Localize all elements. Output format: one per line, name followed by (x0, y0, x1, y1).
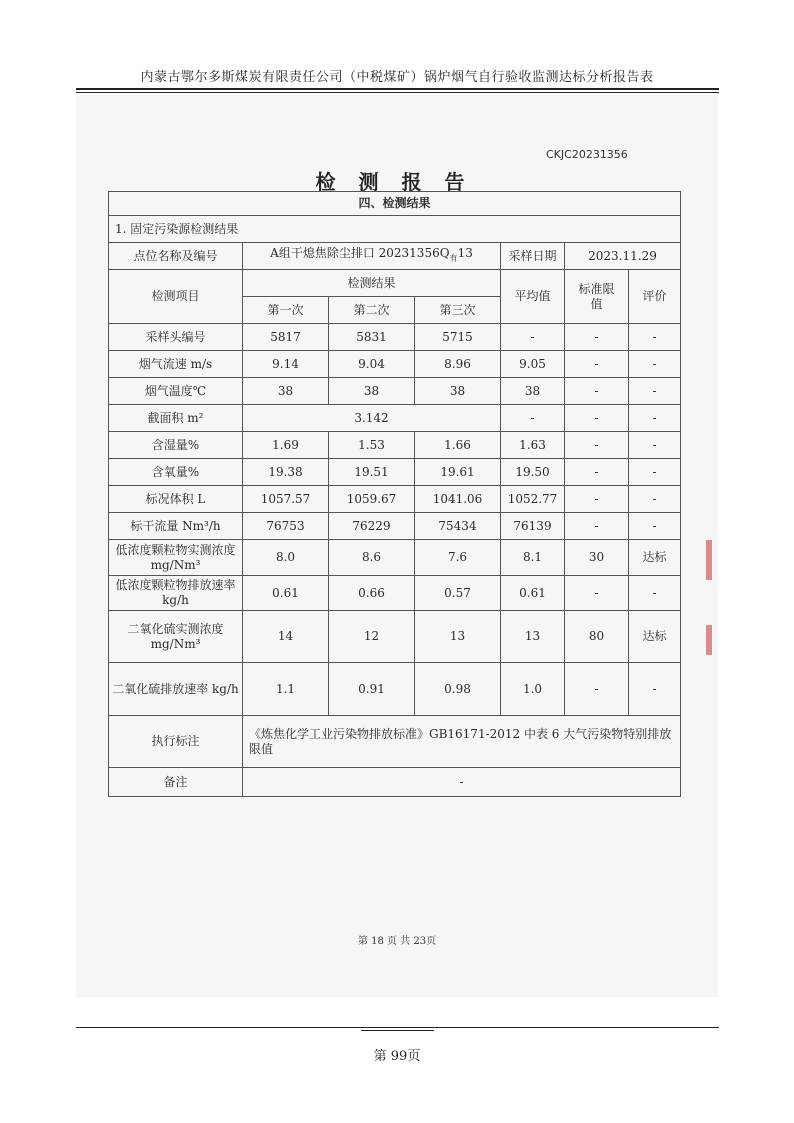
seal-edge-mark (706, 625, 712, 655)
site-label: 点位名称及编号 (109, 243, 243, 270)
seal-edge-mark (706, 540, 712, 580)
document-header: 内蒙古鄂尔多斯煤炭有限责任公司（中税煤矿）锅炉烟气自行验收监测达标分析报告表 (140, 70, 654, 85)
table-row: 低浓度颗粒物排放速率 kg/h 0.61 0.66 0.57 0.61 - - (109, 576, 681, 611)
table-row: 标况体积 L 1057.57 1059.67 1041.06 1052.77 - - (109, 486, 681, 513)
table-row: 采样头编号 5817 5831 5715 - - - (109, 324, 681, 351)
standard-row (109, 716, 681, 768)
results-table (108, 191, 681, 797)
col-third-header: 第三次 (415, 297, 501, 324)
col-result-header: 检测结果 (243, 270, 501, 297)
standard-label: 执行标注 (109, 716, 243, 768)
table-row: 烟气温度℃ 38 38 38 38 - - (109, 378, 681, 405)
table-row: 烟气流速 m/s 9.14 9.04 8.96 9.05 - - (109, 351, 681, 378)
report-title: 检 测 报 告 (315, 170, 473, 194)
date-label: 采样日期 (501, 243, 565, 270)
header-rule-thick (76, 88, 719, 90)
remark-label: 备注 (109, 768, 243, 797)
page-number: 第 99页 (373, 1049, 421, 1064)
section-heading: 四、检测结果 (109, 192, 681, 216)
table-row: 二氧化硫排放速率 kg/h 1.1 0.91 0.98 1.0 - - (109, 663, 681, 716)
table-row: 含氧量% 19.38 19.51 19.61 19.50 - - (109, 459, 681, 486)
table-row: 低浓度颗粒物实测浓度 mg/Nm³ 8.0 8.6 7.6 8.1 30 达标 (109, 540, 681, 576)
table-row: 含湿量% 1.69 1.53 1.66 1.63 - - (109, 432, 681, 459)
col-second-header: 第二次 (329, 297, 415, 324)
table-row: 二氧化硫实测浓度 mg/Nm³ 14 12 13 13 80 达标 (109, 611, 681, 663)
col-average-header: 平均值 (501, 270, 565, 324)
report-code: CKJC20231356 (546, 148, 628, 161)
table-row: 截面积 m² 3.142 - - - (109, 405, 681, 432)
table-row: 标干流量 Nm³/h 76753 76229 75434 76139 - - (109, 513, 681, 540)
remark-value: - (243, 768, 681, 797)
col-item-header: 检测项目 (109, 270, 243, 324)
date-value: 2023.11.29 (565, 243, 681, 270)
footer-rule-short (361, 1030, 434, 1031)
col-first-header: 第一次 (243, 297, 329, 324)
col-evaluation-header: 评价 (629, 270, 681, 324)
footer-rule (76, 1027, 719, 1028)
scan-page-counter: 第 18 页 共 23页 (357, 936, 437, 947)
remark-row (109, 768, 681, 797)
header-rule-thin (76, 92, 719, 93)
col-limit-header: 标准限值 (565, 270, 629, 324)
subsection-heading: 1. 固定污染源检测结果 (109, 216, 681, 243)
site-value: A组干熄焦除尘排口 $20231356Q_有13$ (243, 243, 501, 270)
standard-value: 《炼焦化学工业污染物排放标准》GB16171-2012 中表 6 大气污染物特别排放限值 (243, 716, 681, 768)
